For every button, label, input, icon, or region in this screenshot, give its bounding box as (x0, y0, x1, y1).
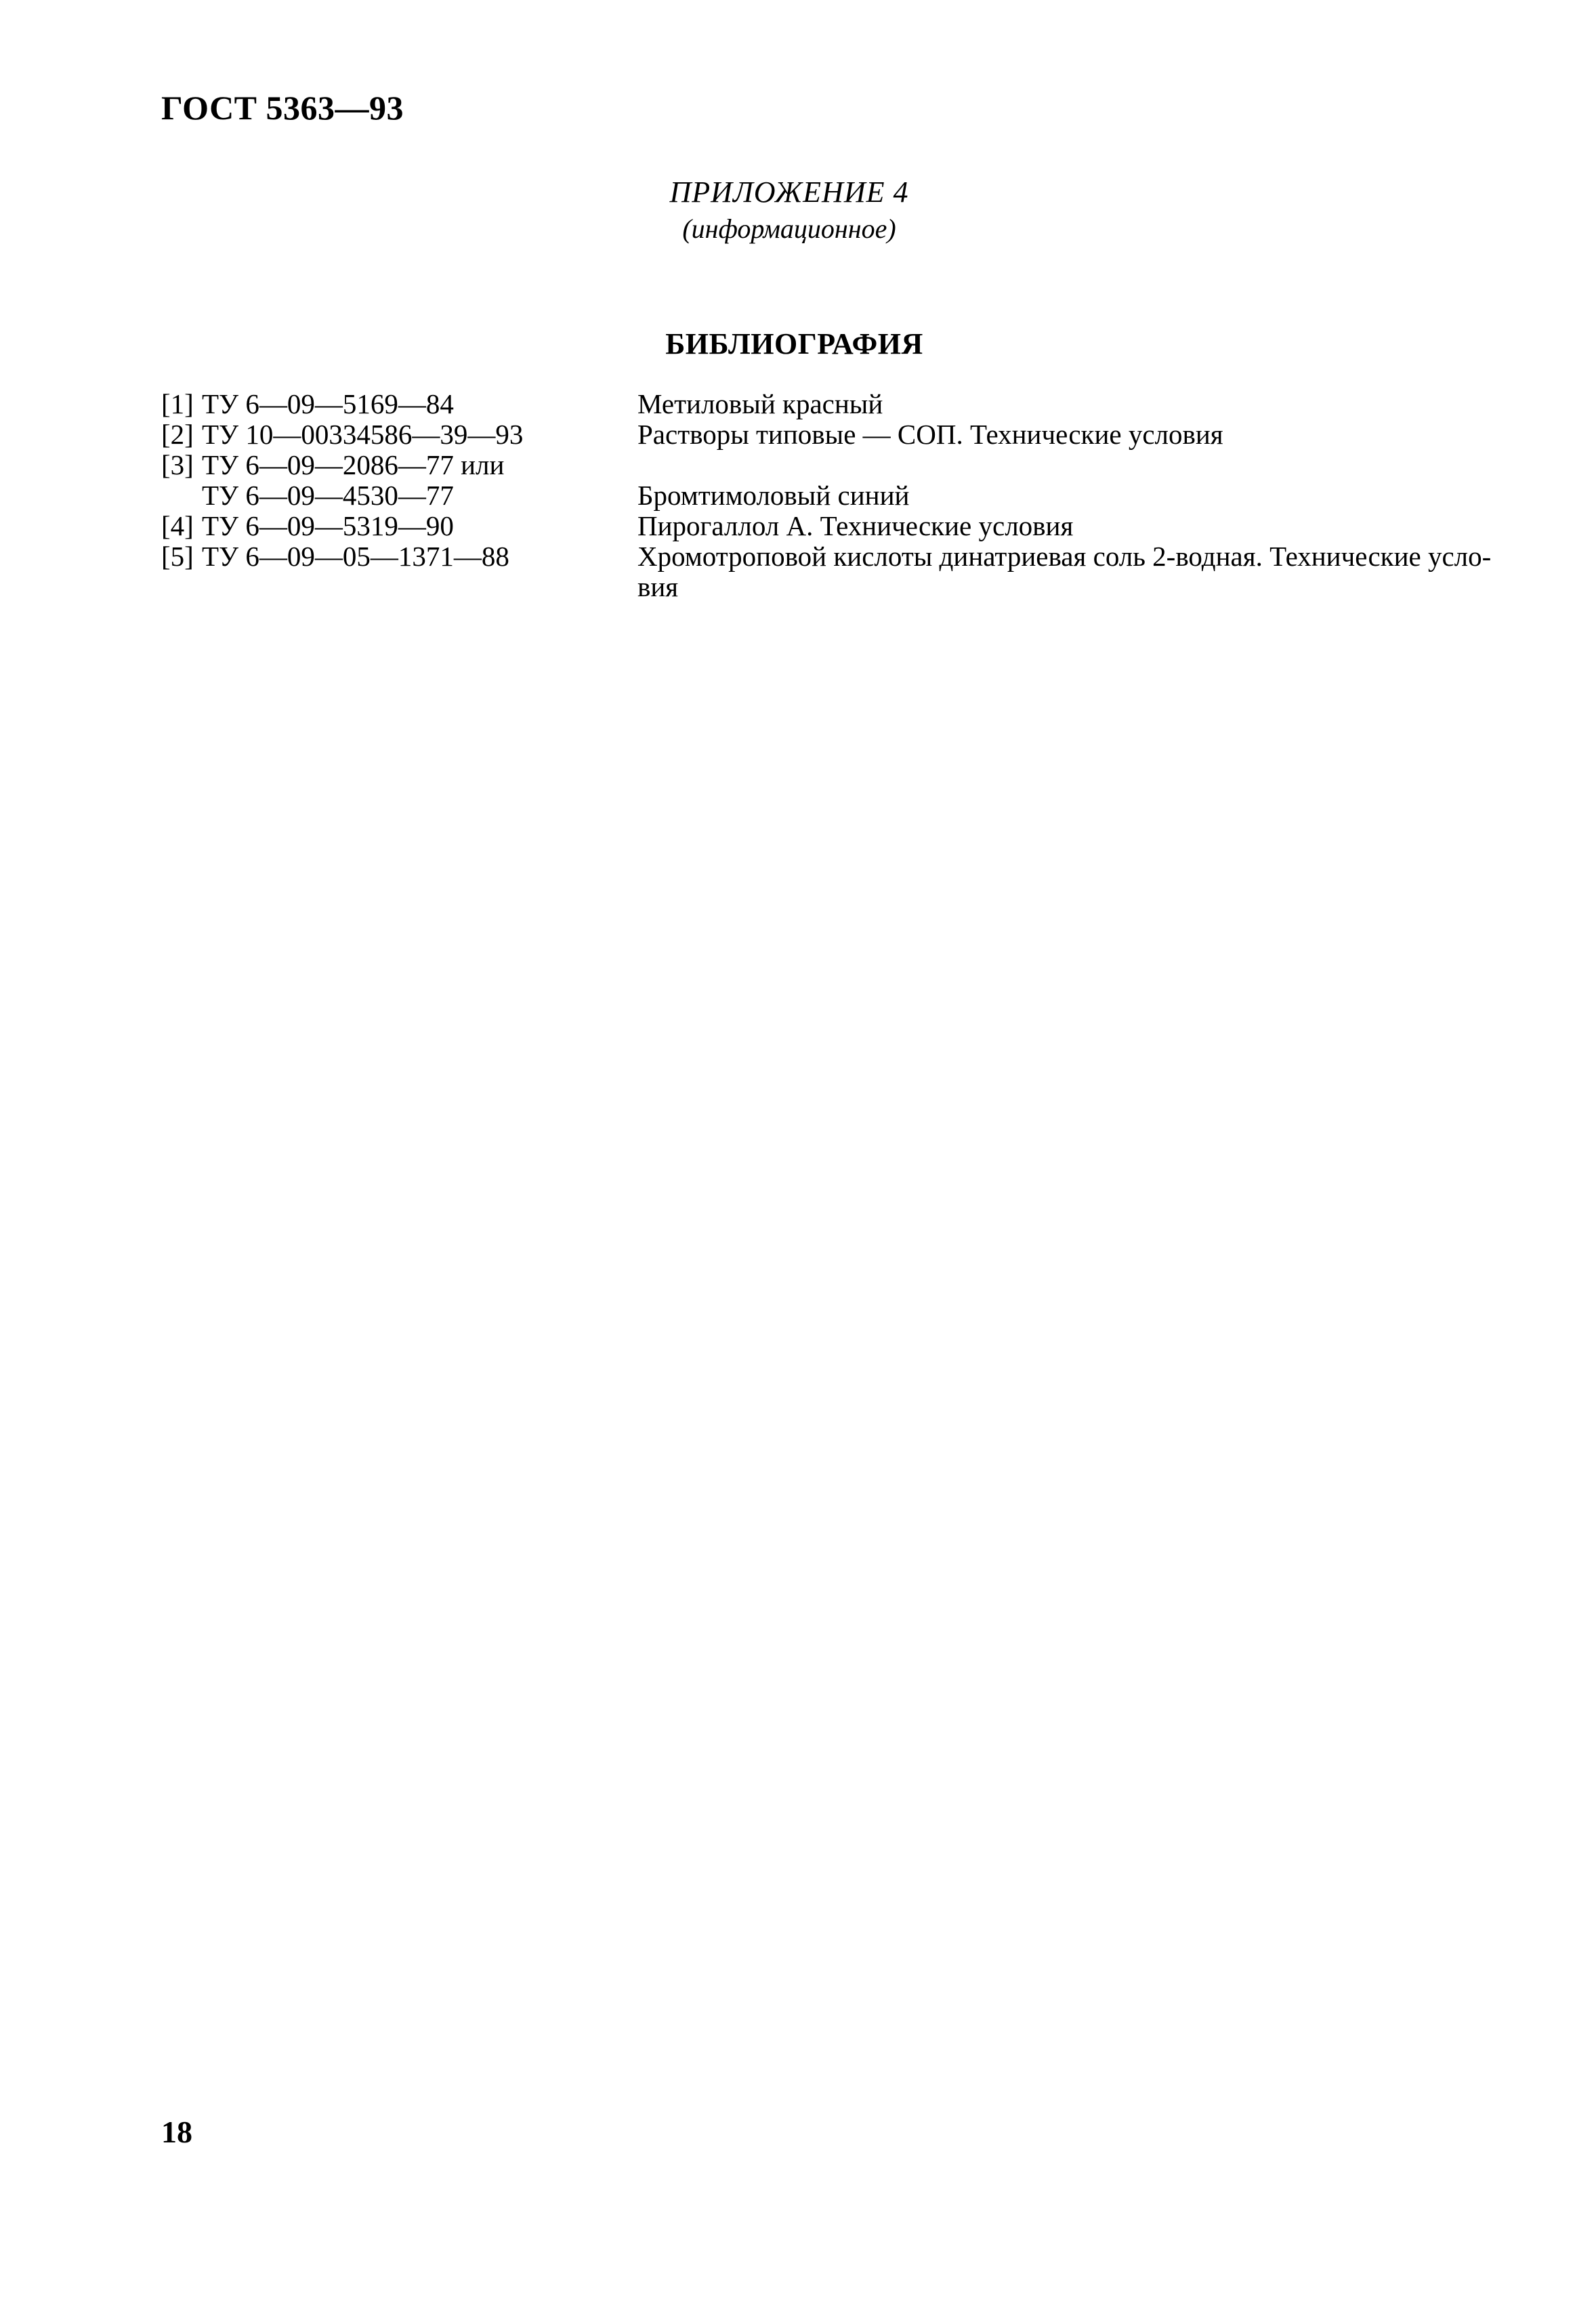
bibliography-entry (161, 389, 1530, 419)
bibliography-title (637, 480, 1530, 511)
bibliography-reference (161, 541, 637, 602)
bibliography-code: ТУ 6—09—4530—77 (202, 480, 454, 511)
bibliography-number: [3] (161, 449, 194, 480)
bibliography-title (637, 419, 1530, 450)
bibliography-code: ТУ 6—09—5319—90 (202, 510, 454, 541)
bibliography-title-line: вия (637, 571, 679, 602)
bibliography-reference (161, 511, 637, 541)
bibliography-entry (161, 480, 1530, 511)
bibliography-title-line: Растворы типовые — СОП. Технические условия (637, 419, 1223, 450)
bibliography-number: [2] (161, 419, 194, 450)
bibliography-title-line: Пирогаллол А. Технические условия (637, 510, 1074, 541)
appendix-subtitle: (информационное) (682, 213, 896, 244)
bibliography-reference (161, 389, 637, 419)
bibliography-title (637, 450, 1530, 480)
appendix-heading (0, 173, 1575, 247)
bibliography-title-line: Хромотроповой кислоты динатриевая соль 2-водная. Технические усло- (637, 541, 1492, 572)
document-code: ГОСТ 5363—93 (161, 89, 404, 127)
bibliography-list (161, 389, 1530, 602)
bibliography-code: ТУ 6—09—2086—77 или (202, 449, 505, 480)
bibliography-title-line: Бромтимоловый синий (637, 480, 910, 511)
bibliography-title-line: Метиловый красный (637, 388, 883, 419)
bibliography-code: ТУ 6—09—05—1371—88 (202, 541, 509, 572)
bibliography-title (637, 389, 1530, 419)
bibliography-code: ТУ 10—00334586—39—93 (202, 419, 524, 450)
bibliography-reference (161, 419, 637, 450)
bibliography-reference (161, 450, 637, 480)
bibliography-reference (161, 480, 637, 511)
bibliography-entry (161, 511, 1530, 541)
section-title: БИБЛИОГРАФИЯ (665, 327, 923, 360)
bibliography-title-line (637, 450, 1530, 480)
bibliography-number: [5] (161, 541, 194, 572)
bibliography-code: ТУ 6—09—5169—84 (202, 388, 454, 419)
bibliography-entry (161, 450, 1530, 480)
bibliography-number: [1] (161, 388, 194, 419)
bibliography-title (637, 541, 1530, 602)
bibliography-entry (161, 419, 1530, 450)
bibliography-title (637, 511, 1530, 541)
page-number: 18 (161, 2115, 192, 2149)
bibliography-number: [4] (161, 510, 194, 541)
bibliography-entry (161, 541, 1530, 602)
appendix-title: ПРИЛОЖЕНИЕ 4 (669, 175, 909, 209)
